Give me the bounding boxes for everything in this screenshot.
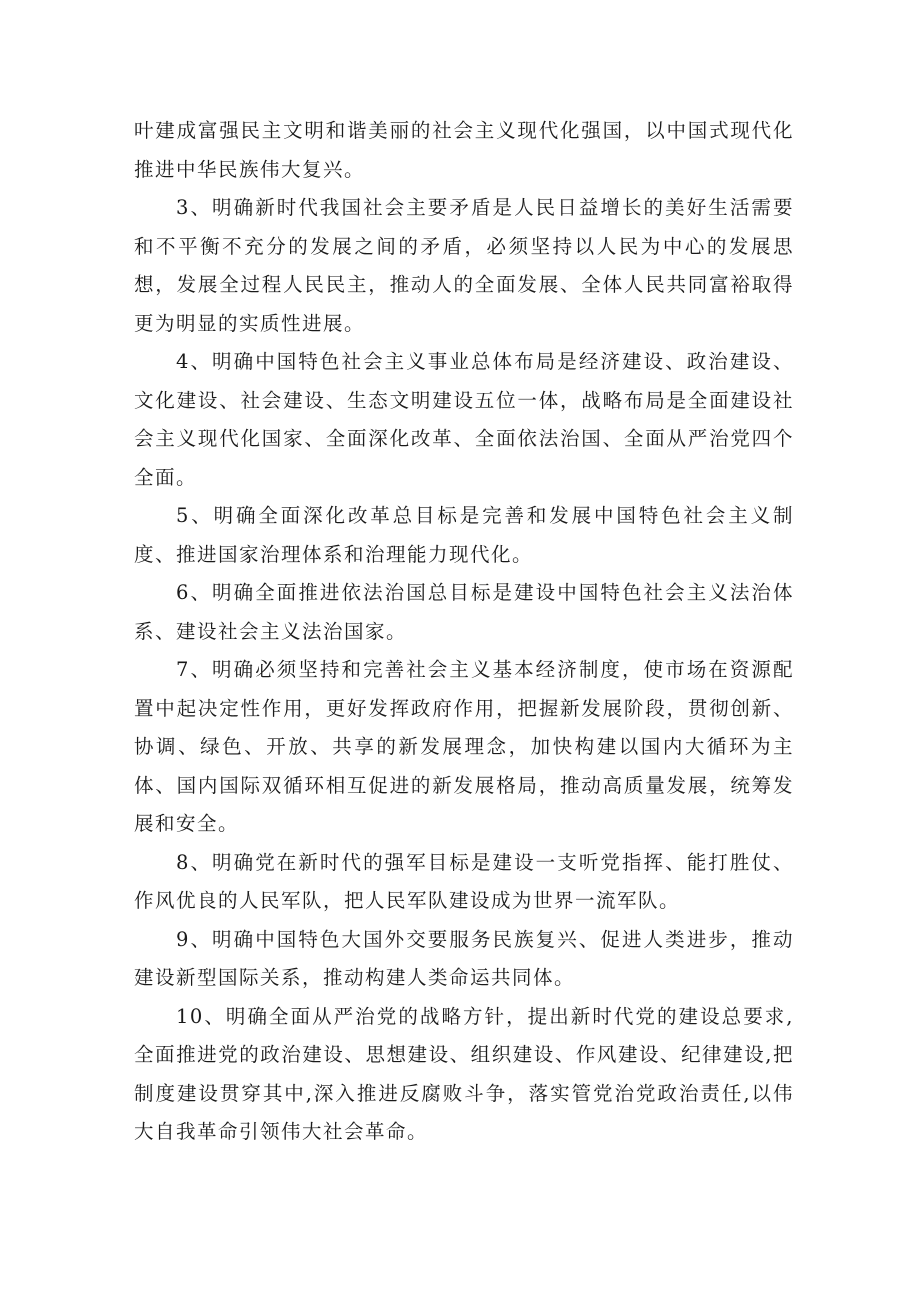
document-body — [134, 112, 794, 1152]
paragraph-item-10: 10、明确全面从严治党的战略方针，提出新时代党的建设总要求,全面推进党的政治建设、思想建设、组织建设、作风建设、纪律建设,把制度建设贯穿其中,深入推进反腐败斗争，落实管党治党政治责任,以伟大自我革命引领伟大社会革命。 — [134, 1004, 794, 1143]
paragraph-item-4: 4、明确中国特色社会主义事业总体布局是经济建设、政治建设、文化建设、社会建设、生态文明建设五位一体，战略布局是全面建设社会主义现代化国家、全面深化改革、全面依法治国、全面从严治党四个全面。 — [134, 350, 794, 489]
paragraph-item-6: 6、明确全面推进依法治国总目标是建设中国特色社会主义法治体系、建设社会主义法治国家。 — [134, 581, 794, 643]
paragraph-item-9: 9、明确中国特色大国外交要服务民族复兴、促进人类进步，推动建设新型国际关系，推动构建人类命运共同体。 — [134, 927, 794, 989]
paragraph-item-5: 5、明确全面深化改革总目标是完善和发展中国特色社会主义制度、推进国家治理体系和治理能力现代化。 — [134, 504, 794, 566]
paragraph-1: 叶建成富强民主文明和谐美丽的社会主义现代化强国，以中国式现代化推进中华民族伟大复兴。 — [134, 119, 794, 181]
paragraph-item-7: 7、明确必须坚持和完善社会主义基本经济制度，使市场在资源配置中起决定性作用，更好发挥政府作用，把握新发展阶段，贯彻创新、协调、绿色、开放、共享的新发展理念，加快构建以国内大循环为主体、国内国际双循环相互促进的新发展格局，推动高质量发展，统筹发展和安全。 — [134, 658, 794, 835]
paragraph-item-8: 8、明确党在新时代的强军目标是建设一支听党指挥、能打胜仗、作风优良的人民军队，把人民军队建设成为世界一流军队。 — [134, 850, 794, 912]
paragraph-item-3: 3、明确新时代我国社会主要矛盾是人民日益增长的美好生活需要和不平衡不充分的发展之间的矛盾，必须坚持以人民为中心的发展思想，发展全过程人民民主，推动人的全面发展、全体人民共同富裕取得更为明显的实质性进展。 — [134, 196, 794, 335]
